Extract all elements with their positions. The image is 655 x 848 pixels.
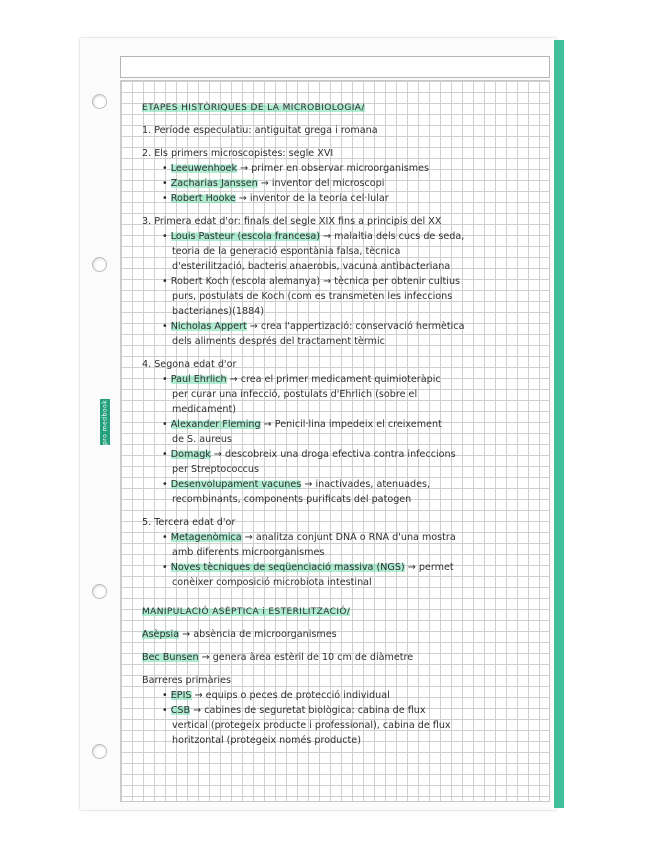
list-item: • Paul Ehrlich → crea el primer medicament quimioteràpic [162, 374, 441, 385]
list-item-continuation: amb diferents microorganismes [172, 547, 325, 558]
list-item: • Domagk → descobreix una droga efectiva contra infeccions [162, 449, 456, 460]
list-item: • Robert Koch (escola alemanya) → tècnica per obtenir cultius [162, 276, 461, 287]
header-box [120, 56, 550, 78]
list-item-continuation: purs, postulats de Koch (com es transmeten les infeccions [172, 291, 453, 302]
punch-hole-1 [92, 94, 107, 109]
punch-hole-4 [92, 744, 107, 759]
list-item-continuation: de S. aureus [172, 434, 232, 445]
period-3-heading: 3. Primera edat d'or: finals del segle XIX fins a principis del XX [142, 216, 442, 227]
barreres-heading: Barreres primàries [142, 675, 231, 686]
section-title-text: MANIPULACIÓ ASÈPTICA i ESTERILITZACIÓ/ [142, 607, 351, 617]
list-item: • Alexander Fleming → Penicil·lina impedeix el creixement [162, 419, 442, 430]
bunsen-definition: Bec Bunsen → genera àrea estèril de 10 cm de diàmetre [142, 652, 414, 663]
list-item-continuation: horitzontal (protegeix només producte) [172, 735, 361, 746]
list-item: • Metagenòmica → analitza conjunt DNA o RNA d'una mostra [162, 532, 456, 543]
section-title-text: ETAPES HISTÒRIQUES DE LA MICROBIOLOGIA/ [142, 103, 365, 113]
period-2-heading: 2. Els primers microscopistes: segle XVI [142, 148, 334, 159]
brand-label: pro medbook [101, 399, 109, 445]
period-1: 1. Període especulatiu: antiguitat grega i romana [142, 125, 378, 136]
list-item: • Louis Pasteur (escola francesa) → malaltia dels cucs de seda, [162, 231, 465, 242]
section-title-history [142, 100, 542, 115]
list-item-continuation: vertical (protegeix producte i professional), cabina de flux [172, 720, 451, 731]
list-item-continuation: dels aliments després del tractament tèrmic [172, 336, 385, 347]
section-title-aseptic [142, 604, 542, 619]
list-item: • Noves tècniques de seqüenciació massiva (NGS) → permet [162, 562, 454, 573]
list-item-continuation: teoria de la generació espontània falsa, tècnica [172, 246, 401, 257]
list-item: • Nicholas Appert → crea l'appertizació: conservació hermètica [162, 321, 465, 332]
list-item: • Leeuwenhoek → primer en observar microorganismes [162, 163, 430, 174]
list-item: • CSB → cabines de seguretat biològica: cabina de flux [162, 705, 426, 716]
punch-hole-2 [92, 257, 107, 272]
punch-hole-3 [92, 584, 107, 599]
asepsia-definition: Asèpsia → absència de microorganismes [142, 629, 337, 640]
list-item-continuation: d'esterilització, bacteris anaerobis, vacuna antibacteriana [172, 261, 451, 272]
list-item-continuation: per curar una infecció, postulats d'Ehrlich (sobre el [172, 389, 418, 400]
list-item: • Zacharias Janssen → inventor del microscopi [162, 178, 385, 189]
brand-logo [100, 399, 110, 445]
list-item: • Desenvolupament vacunes → inactivades, atenuades, [162, 479, 431, 490]
period-5-heading: 5. Tercera edat d'or [142, 517, 236, 528]
notes-content [142, 100, 542, 748]
list-item-continuation: medicament) [172, 404, 236, 415]
list-item: • EPIS → equips o peces de protecció individual [162, 690, 390, 701]
list-item: • Robert Hooke → inventor de la teoria cel·lular [162, 193, 389, 204]
list-item-continuation: conèixer composició microbiota intestinal [172, 577, 372, 588]
sheet-green-edge [554, 40, 564, 808]
list-item-continuation: bacterianes)(1884) [172, 306, 265, 317]
list-item-continuation: per Streptococcus [172, 464, 259, 475]
list-item-continuation: recombinants, components purificats del patogen [172, 494, 412, 505]
period-4-heading: 4. Segona edat d'or [142, 359, 237, 370]
